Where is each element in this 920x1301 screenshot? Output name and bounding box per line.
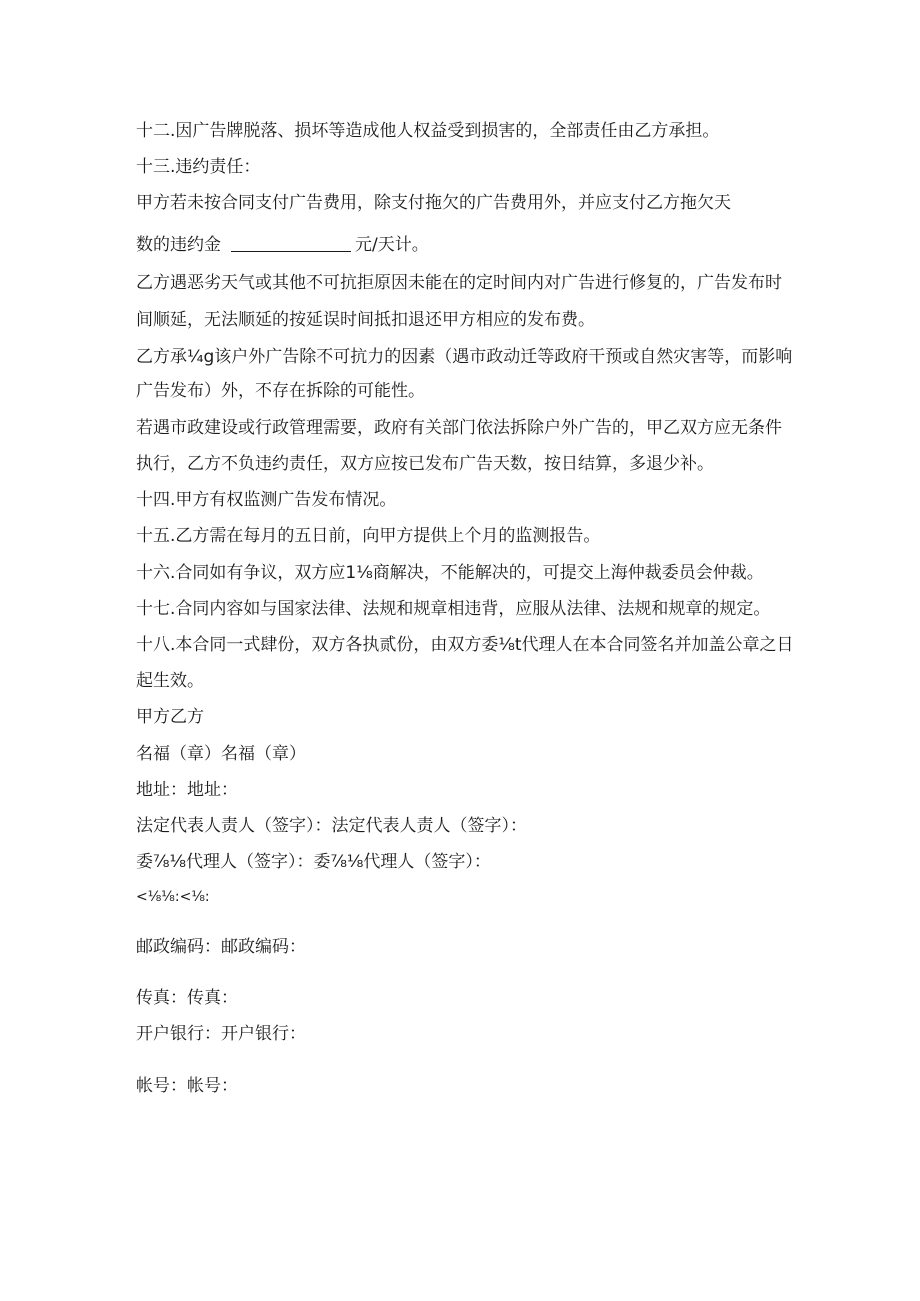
clause-13-para3-line1: 乙方承¼g该户外广告除不可抗力的因素（遇市政动迁等政府干预或自然灾害等，而影响 [136, 347, 793, 367]
fax: 传真：传真： [136, 988, 238, 1008]
account-number: 帐号：帐号： [136, 1076, 238, 1096]
legal-representative: 法定代表人责人（签字）：法定代表人责人（签字）： [136, 816, 527, 836]
clause-13-para2-line1: 乙方遇恶劣天气或其他不可抗拒原因未能在的定时间内对广告进行修复的，广告发布时 [136, 273, 782, 293]
penalty-line [136, 234, 429, 256]
party-address: 地址：地址： [136, 780, 238, 800]
clause-18-line1: 十八.本合同一式肆份，双方各执贰份，由双方委⅛t代理人在本合同签名并加盖公章之日 [136, 635, 794, 655]
clause-17: 十七.合同内容如与国家法律、法规和规章相违背，应服从法律、法规和规章的规定。 [136, 599, 771, 619]
party-name-seal: 名福（章）名福（章） [136, 744, 306, 764]
party-labels: 甲方乙方 [136, 707, 204, 727]
clause-13-para1-line1: 甲方若未按合同支付广告费用，除支付拖欠的广告费用外，并应支付乙方拖欠天 [136, 193, 731, 213]
garbled-line: <⅛⅛:<⅛: [136, 889, 210, 905]
clause-18-line2: 起生效。 [136, 671, 204, 691]
clause-13-para4-line2: 执行，乙方不负违约责任，双方应按已发布广告天数，按日结算，多退少补。 [136, 454, 714, 474]
clause-16: 十六.合同如有争议，双方应1⅛商解决，不能解决的，可提交上海仲裁委员会仲裁。 [136, 563, 764, 583]
penalty-amount-blank[interactable] [231, 235, 351, 252]
clause-13-heading: 十三.违约责任： [136, 157, 261, 177]
penalty-suffix: 元/天计。 [355, 235, 429, 255]
bank: 开户银行：开户银行： [136, 1024, 306, 1044]
authorized-agent: 委⅞⅛代理人（签字）：委⅞⅛代理人（签字）： [136, 852, 491, 872]
clause-15: 十五.乙方需在每月的五日前，向甲方提供上个月的监测报告。 [136, 526, 601, 546]
clause-13-para2-line2: 间顺延，无法顺延的按延误时间抵扣退还甲方相应的发布费。 [136, 310, 595, 330]
clause-13-para4-line1: 若遇市政建设或行政管理需要，政府有关部门依法拆除户外广告的，甲乙双方应无条件 [136, 418, 782, 438]
clause-14: 十四.甲方有权监测广告发布情况。 [136, 490, 397, 510]
penalty-prefix: 数的违约金 [136, 235, 221, 255]
clause-12: 十二.因广告牌脱落、损坏等造成他人权益受到损害的，全部责任由乙方承担。 [136, 121, 720, 141]
postal-code: 邮政编码：邮政编码： [136, 937, 306, 957]
clause-13-para3-line2: 广告发布）外，不存在拆除的可能性。 [136, 381, 425, 401]
